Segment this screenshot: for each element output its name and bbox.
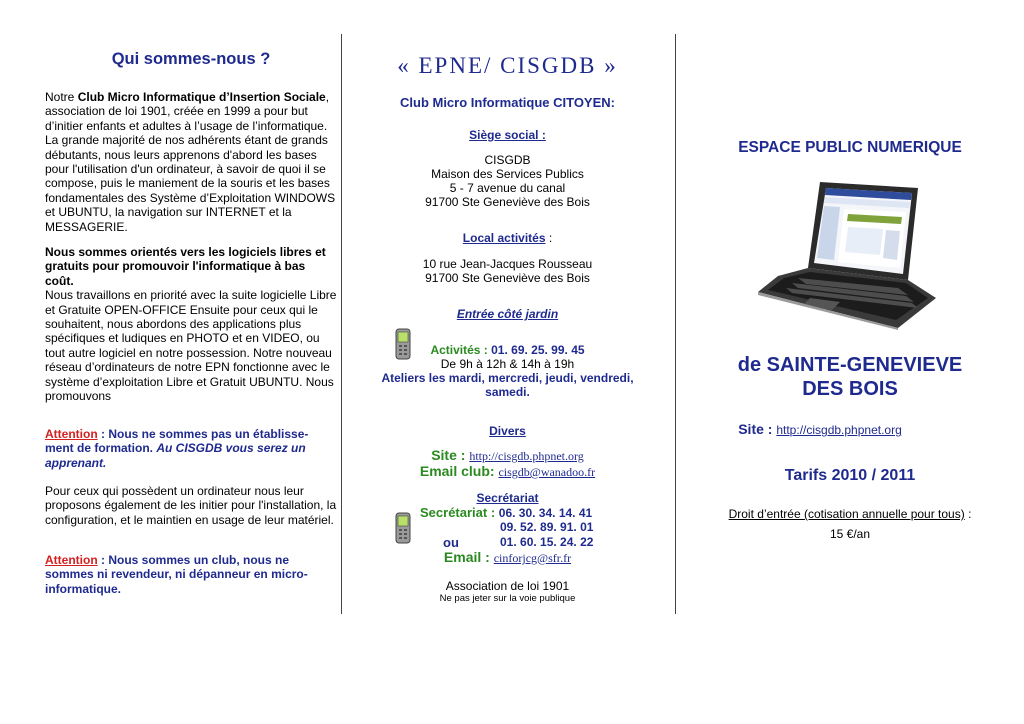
espace-public-heading: ESPACE PUBLIC NUMERIQUE: [738, 139, 962, 156]
attention-label: Attention: [45, 427, 98, 441]
intro-paragraph: [45, 90, 337, 234]
column-divider-right: [675, 34, 676, 614]
logiciels-libres-text: Nous travaillons en priorité avec la suite logicielle Libre et Gratuite OPEN-OFFICE Ensuite pour ceux qui le souhaitent, nous abordons des applications plus spécifiques et ludiques en PHOTO et en VIDEO, ou tout autre logiciel en notre possession. Notre nouveau réseau d’ordinateurs de notre EPN fonctionne avec le système d’exploitation Libre et Gratuit UBUNTU. Nous promouvons: [45, 288, 337, 404]
activites-phone-line: [345, 343, 670, 357]
siege-line-4: 91700 Ste Geneviève des Bois: [425, 195, 590, 209]
section-title-qui-sommes-nous: Qui sommes-nous ?: [111, 50, 271, 68]
secretariat-phone-3: 01. 60. 15. 24. 22: [500, 535, 594, 549]
right-site-label: Site :: [738, 421, 777, 437]
ne-pas-jeter: Ne pas jeter sur la voie publique: [439, 593, 576, 604]
middle-column: [345, 0, 670, 724]
right-site-link[interactable]: http://cisgdb.phpnet.org: [776, 423, 902, 437]
attention-italic: Au CISGDB vous serez un apprenant.: [45, 441, 306, 470]
installation-paragraph: Pour ceux qui possèdent un ordinateur nous leur proposons également de les initier pour l'installation, la configuration, et le maintien en usage de leur matériel.: [45, 484, 337, 527]
site-label: Site :: [431, 447, 470, 463]
activites-label: Activités :: [430, 343, 492, 357]
secretariat-label: Secrétariat: [476, 491, 539, 505]
secretariat-prefix: Secrétariat :: [420, 505, 499, 520]
email-club-line: [345, 464, 670, 479]
local-activites: [345, 231, 670, 245]
mobile-phone-icon: [395, 512, 411, 544]
local-line-2: 91700 Ste Geneviève des Bois: [425, 271, 590, 285]
intro-pre: Notre: [45, 90, 78, 104]
laptop-image: [758, 180, 943, 330]
price: 15 €/an: [829, 527, 871, 541]
association-label: Association de loi 1901: [445, 579, 570, 593]
email-club-label: Email club:: [419, 463, 499, 479]
logiciels-libres-paragraph: [45, 245, 337, 403]
siege-label: Siège social :: [469, 128, 546, 142]
attention-text-2: Nous sommes un club, nous ne sommes ni revendeur, ni dépanneur en micro-informatique.: [45, 553, 308, 596]
entree-jardin: Entrée côté jardin: [456, 307, 559, 321]
brochure-title: « EPNE/ CISGDB »: [397, 53, 618, 78]
ateliers-days: Ateliers les mardi, mercredi, jeudi, vendredi, samedi.: [381, 371, 634, 399]
attention-sep-2: :: [97, 553, 109, 567]
local-colon: :: [545, 231, 553, 245]
activites-phone: 01. 69. 25. 99. 45: [491, 343, 585, 357]
right-site-line: [650, 421, 990, 437]
attention-label-2: Attention: [45, 553, 98, 567]
site-line: [345, 448, 670, 463]
club-subtitle: Club Micro Informatique CITOYEN:: [400, 95, 615, 110]
left-column: [45, 0, 337, 724]
email-club-link[interactable]: cisgdb@wanadoo.fr: [498, 465, 596, 479]
divers-label: Divers: [489, 424, 526, 438]
email-link[interactable]: cinforjcg@sfr.fr: [493, 551, 572, 565]
attention-club: [45, 553, 337, 596]
column-divider-left: [341, 34, 342, 614]
droit-entree: [680, 507, 1020, 521]
local-label: Local activités: [462, 231, 546, 245]
logiciels-libres-bold: Nous sommes orientés vers les logiciels libres et gratuits pour promouvoir l'informatique à bas coût.: [45, 245, 326, 288]
email-line: [345, 550, 670, 565]
email-label: Email :: [443, 549, 494, 565]
club-name: Club Micro Informatique d’Insertion Sociale: [77, 90, 326, 104]
droit-colon: :: [964, 507, 972, 521]
tarifs-heading: Tarifs 2010 / 2011: [784, 467, 916, 484]
right-column: [680, 0, 1020, 724]
ou-label: ou: [443, 535, 459, 550]
siege-line-3: 5 - 7 avenue du canal: [449, 181, 566, 195]
attention-formation: [45, 427, 337, 470]
local-line-1: 10 rue Jean-Jacques Rousseau: [422, 257, 593, 271]
attention-text: Nous ne sommes pas un établisse-ment de formation.: [45, 427, 309, 456]
intro-post: , association de loi 1901, créée en 1999 a pour but d’initier enfants et adultes à l’usage de l’informatique. La grande majorité de nos adhérents étant de grands débutants, nous leurs apprenons d'abord les bases pour l'utilisation d'un ordinateur, à savoir de quoi il se compose, puis le maniement de la souris et les bases fondamentales des Système d’Exploitation WINDOWS et UBUNTU, la navigation sur INTERNET et la MESSAGERIE.: [45, 90, 336, 234]
secretariat-phone-1: 06. 30. 34. 14. 41: [498, 506, 593, 520]
attention-sep: :: [97, 427, 109, 441]
siege-line-1: CISGDB: [484, 153, 531, 167]
site-link[interactable]: http://cisgdb.phpnet.org: [469, 449, 584, 463]
droit-label: Droit d’entrée (cotisation annuelle pour tous): [728, 507, 965, 521]
city-line-1: de SAINTE-GENEVIEVE: [737, 354, 963, 376]
opening-hours: De 9h à 12h & 14h à 19h: [440, 357, 575, 371]
siege-line-2: Maison des Services Publics: [431, 167, 584, 181]
secretariat-phone-2: 09. 52. 89. 91. 01: [500, 520, 594, 534]
city-line-2: DES BOIS: [802, 378, 898, 400]
